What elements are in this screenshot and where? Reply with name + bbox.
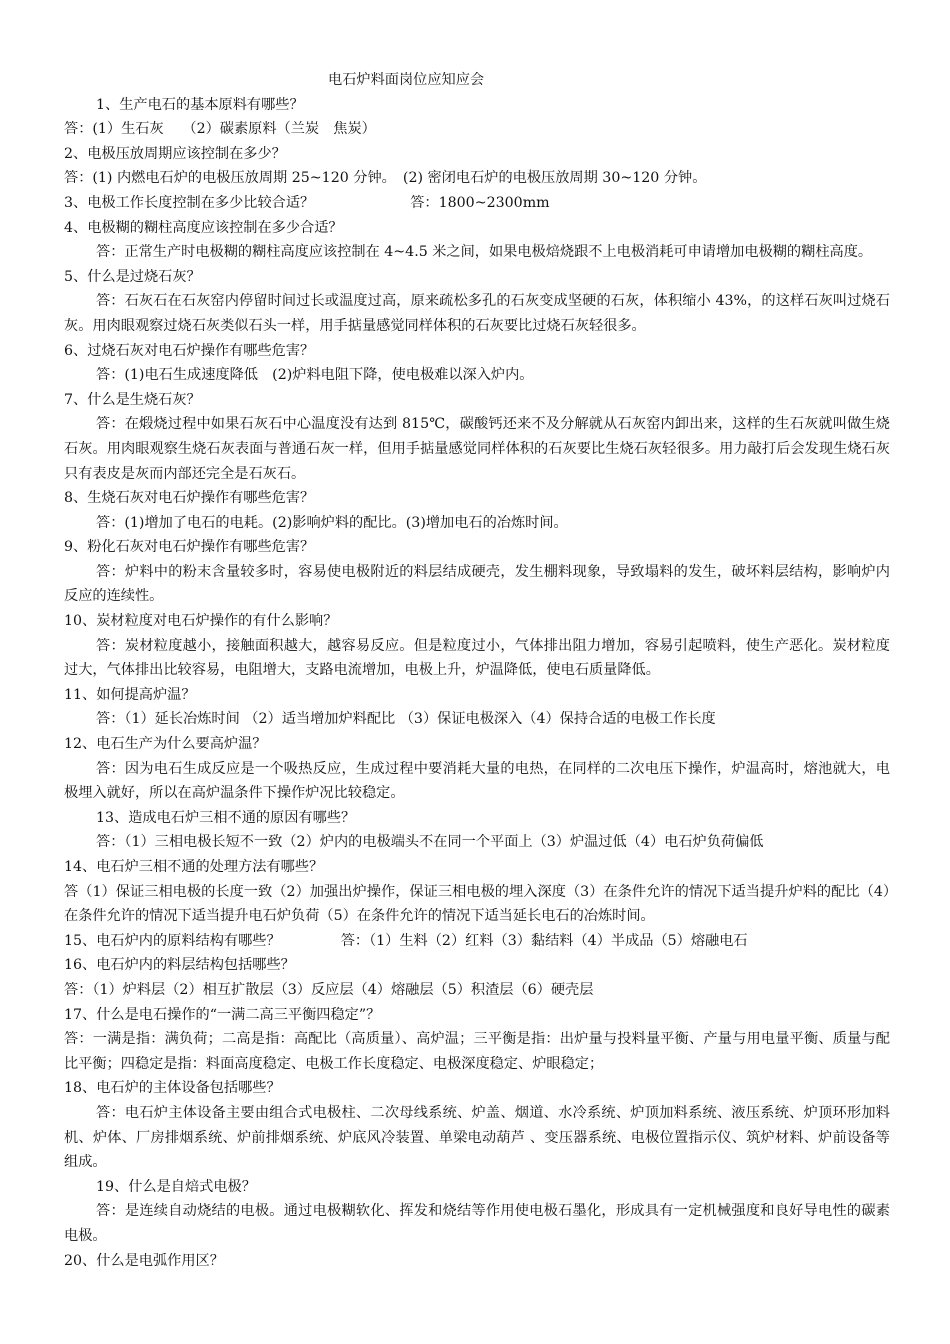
question-17: 17、什么是电石操作的“一满二高三平衡四稳定”？: [64, 1006, 381, 1023]
answer-9: 答：炉料中的粉末含量较多时，容易使电极附近的料层结成硬壳，发生棚料现象，导致塌料的发生，破坏料层结构，影响炉内反应的连续性。: [64, 563, 890, 605]
answer-10: 答：炭材粒度越小，接触面积越大，越容易反应。但是粒度过小，气体排出阻力增加，容易引起喷料，使生产恶化。炭材粒度过大，气体排出比较容易，电阻增大，支路电流增加，电极上升，炉温降低，使电石质量降低。: [64, 637, 890, 679]
question-3: 3、电极工作长度控制在多少比较合适？: [64, 194, 315, 211]
document-body: [64, 68, 890, 1273]
answer-18: 答：电石炉主体设备主要由组合式电极柱、二次母线系统、炉盖、烟道、水冷系统、炉顶加料系统、液压系统、炉顶环形加料机、炉体、厂房排烟系统、炉前排烟系统、炉底风冷装置、单梁电动葫芦 、变压器系统、电极位置指示仪、筑炉材料、炉前设备等组成。: [64, 1104, 890, 1171]
question-answer-15: [64, 929, 890, 954]
answer-11: 答：（1）延长冶炼时间 （2）适当增加炉料配比 （3）保证电极深入（4）保持合适的电极工作长度: [96, 711, 716, 728]
question-7: 7、什么是生烧石灰？: [64, 391, 201, 408]
question-14: 14、电石炉三相不通的处理方法有哪些？: [64, 859, 324, 875]
question-11: 11、如何提高炉温？: [64, 686, 196, 703]
answer-15: 答：（1）生料（2）红料（3）黏结料（4）半成品（5）熔融电石: [340, 932, 748, 949]
question-13: 13、造成电石炉三相不通的原因有哪些？: [96, 809, 356, 826]
answer-1: 答：(1）生石灰 （2）碳素原料（兰炭 焦炭）: [64, 121, 376, 138]
question-6: 6、过烧石灰对电石炉操作有哪些危害？: [64, 342, 315, 359]
answer-17: 答：一满是指：满负荷；二高是指：高配比（高质量）、高炉温；三平衡是指：出炉量与投料量平衡、产量与用电量平衡、质量与配比平衡；四稳定是指：料面高度稳定、电极工作长度稳定、电极深度稳定、炉眼稳定；: [64, 1031, 890, 1072]
answer-16: 答：（1）炉料层（2）相互扩散层（3）反应层（4）熔融层（5）积渣层（6）硬壳层: [64, 981, 594, 998]
question-18: 18、电石炉的主体设备包括哪些？: [64, 1080, 281, 1097]
question-8: 8、生烧石灰对电石炉操作有哪些危害？: [64, 490, 315, 507]
answer-2: 答：(1) 内燃电石炉的电极压放周期 25~120 分钟。 (2) 密闭电石炉的电极压放周期 30~120 分钟。: [64, 170, 707, 187]
answer-6: 答：(1)电石生成速度降低 (2)炉料电阻下降，使电极难以深入炉内。: [96, 367, 534, 384]
question-answer-3: [64, 191, 890, 216]
answer-19: 答：是连续自动烧结的电极。通过电极糊软化、挥发和烧结等作用使电极石墨化，形成具有一定机械强度和良好导电性的碳素电极。: [64, 1203, 890, 1244]
page-title: 电石炉料面岗位应知应会: [328, 72, 485, 88]
question-10: 10、炭材粒度对电石炉操作的有什么影响？: [64, 613, 338, 630]
question-15: 15、电石炉内的原料结构有哪些？: [64, 932, 281, 949]
answer-8: 答：(1)增加了电石的电耗。(2)影响炉料的配比。(3)增加电石的冶炼时间。: [96, 514, 568, 531]
question-12: 12、电石生产为什么要高炉温？: [64, 736, 267, 753]
question-9: 9、粉化石灰对电石炉操作有哪些危害？: [64, 539, 315, 556]
answer-3: 答：1800~2300mm: [410, 194, 550, 211]
answer-13: 答：（1）三相电极长短不一致（2）炉内的电极端头不在同一个平面上（3）炉温过低（4）电石炉负荷偏低: [96, 834, 764, 851]
question-1: 1、生产电石的基本原料有哪些？: [96, 96, 304, 113]
answer-14: 答（1）保证三相电极的长度一致（2）加强出炉操作，保证三相电极的埋入深度（3）在条件允许的情况下适当提升炉料的配比（4）在条件允许的情况下适当提升电石炉负荷（5）在条件允许的情况下适当延长电石的冶炼时间。: [64, 883, 890, 925]
question-16: 16、电石炉内的料层结构包括哪些？: [64, 957, 295, 974]
question-4: 4、电极糊的糊柱高度应该控制在多少合适？: [64, 219, 343, 236]
question-5: 5、什么是过烧石灰？: [64, 268, 201, 285]
question-20: 20、什么是电弧作用区？: [64, 1252, 224, 1269]
answer-5: 答：石灰石在石灰窑内停留时间过长或温度过高，原来疏松多孔的石灰变成坚硬的石灰，体积缩小 43%，的这样石灰叫过烧石灰。用肉眼观察过烧石灰类似石头一样，用手掂量感觉同样体积的石灰要比过烧石灰轻很多。: [64, 293, 890, 334]
answer-12: 答：因为电石生成反应是一个吸热反应，生成过程中要消耗大量的电热，在同样的二次电压下操作，炉温高时，熔池就大，电极埋入就好，所以在高炉温条件下操作炉况比较稳定。: [64, 760, 890, 802]
question-19: 19、什么是自焙式电极？: [96, 1178, 256, 1195]
question-2: 2、电极压放周期应该控制在多少？: [64, 145, 286, 162]
answer-4: 答：正常生产时电极糊的糊柱高度应该控制在 4~4.5 米之间，如果电极焙烧跟不上电极消耗可申请增加电极糊的糊柱高度。: [96, 244, 873, 261]
answer-7: 答：在煅烧过程中如果石灰石中心温度没有达到 815℃，碳酸钙还来不及分解就从石灰窑内卸出来，这样的生石灰就叫做生烧石灰。用肉眼观察生烧石灰表面与普通石灰一样，但用手掂量感觉同样体积的石灰要比生烧石灰轻很多。用力敲打后会发现生烧石灰只有表皮是灰而内部还完全是石灰石。: [64, 416, 890, 482]
